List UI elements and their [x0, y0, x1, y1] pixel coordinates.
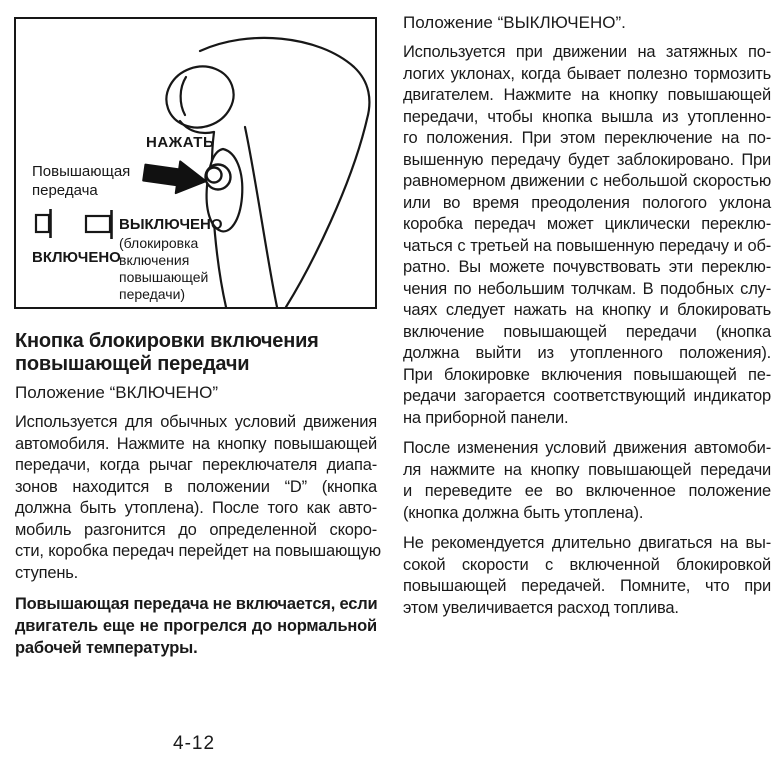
text-line: ля нажмите на кнопку повышающей передачи [403, 460, 771, 479]
text-line: должна выйти из утопленного положения). [403, 344, 771, 362]
right-column [403, 12, 771, 619]
text-line: двигатель еще не прогрелся до нормальной [15, 617, 377, 635]
text-line: ступень. [15, 563, 79, 582]
text-line: или во время преодоления пологого уклона [403, 193, 771, 212]
left-column [15, 330, 381, 659]
off-sublabel-line4: передачи) [119, 286, 186, 302]
text-line: зонов находится в положении “D” (кнопка [15, 477, 377, 496]
off-sublabel-line1: (блокировка [119, 235, 199, 251]
press-label: НАЖАТЬ [146, 134, 215, 151]
after-change-paragraph [403, 438, 771, 524]
text-line: включение повышающей передачи (кнопка [403, 322, 771, 341]
gear-lever-illustration [16, 19, 375, 307]
text-line: автомобиля. Нажмите на кнопку повышающей [15, 434, 377, 453]
text-line: вышенную передачу будет заблокировано. При [403, 150, 771, 169]
figure-box [14, 17, 377, 309]
position-off-paragraph [403, 42, 771, 429]
text-line: передачи, чтобы кнопка вышла из утопленно- [403, 107, 771, 126]
section-heading-line1: Кнопка блокировки включения [15, 330, 319, 352]
overdrive-label-line2: передача [32, 182, 98, 199]
overdrive-button-cap-drawing [207, 168, 222, 183]
overdrive-label-line1: Повышающая [32, 163, 131, 180]
press-arrow-icon [142, 157, 208, 197]
text-line: ратно. Вы можете почувствовать эти переклю- [403, 258, 771, 276]
text-line: редачи загорается соответствующий индикатор [403, 387, 771, 405]
text-line: (кнопка должна быть утоплена). [403, 503, 644, 522]
off-sublabel-line3: повышающей [119, 269, 209, 285]
text-line: двигателем. Нажмите на кнопку повышающей [403, 86, 771, 104]
not-recommended-paragraph [403, 533, 771, 619]
text-line: Повышающая передача не включается, если [15, 595, 378, 613]
text-line: коробка передач может циклически переклю- [403, 215, 771, 233]
off-label: ВЫКЛЮЧЕНО [119, 216, 223, 233]
text-line: на приборной панели. [403, 408, 569, 427]
section-heading-line2: повышающей передачи [15, 353, 250, 375]
knob-crease-drawing [181, 77, 186, 115]
text-line: логих уклонах, когда бывает полезно тормозить [403, 64, 771, 83]
text-line: Используется для обычных условий движения [15, 413, 377, 431]
text-line: чаться с третьей на повышенную передачу и об- [403, 236, 771, 255]
position-on-subheading: Положение “ВКЛЮЧЕНО” [15, 383, 219, 402]
button-off-glyph [86, 210, 112, 239]
off-sublabel-line2: включения [119, 252, 190, 268]
text-line: сти, коробка передач перейдет на повышающую [15, 542, 381, 560]
lever-column-right-edge [245, 127, 277, 307]
text-line: Не рекомендуется длительно двигаться на вы- [403, 534, 771, 552]
text-line: мобиль разгонится до определенной скоро- [15, 520, 377, 539]
on-label: ВКЛЮЧЕНО [32, 249, 121, 266]
position-off-subheading: Положение “ВЫКЛЮЧЕНО”. [403, 13, 626, 32]
gear-knob-drawing [158, 57, 242, 137]
warmup-warning-paragraph [15, 593, 377, 659]
text-line: должна быть утоплена). После того как авто- [15, 499, 377, 517]
button-on-glyph [36, 209, 51, 238]
text-line: и переведите ее во включенное положение [403, 482, 771, 500]
text-line: Используется при движении на затяжных по- [403, 43, 771, 61]
text-line: После изменения условий движения автомоби- [403, 439, 771, 457]
text-line: чаях следует нажать на кнопку и блокировать [403, 301, 771, 319]
text-line: этом увеличивается расход топлива. [403, 598, 679, 617]
text-line: го положения. При этом переключение на по- [403, 129, 771, 147]
position-on-paragraph [15, 412, 381, 584]
text-line: рабочей температуры. [15, 639, 198, 657]
text-line: При блокировке включения повышающей пе- [403, 365, 771, 384]
text-line: передачи, когда рычаг переключателя диапа- [15, 456, 377, 474]
section-heading [15, 330, 377, 376]
text-line: чения по небольшим толчкам. В подобных слу- [403, 279, 771, 298]
text-line: повышающей передачей. Помните, что при [403, 577, 771, 595]
text-line: равномерном движении с небольшой скоростью [403, 172, 771, 190]
page-number: 4-12 [173, 733, 216, 754]
text-line: сокой скорости с включенной блокировкой [403, 555, 771, 574]
